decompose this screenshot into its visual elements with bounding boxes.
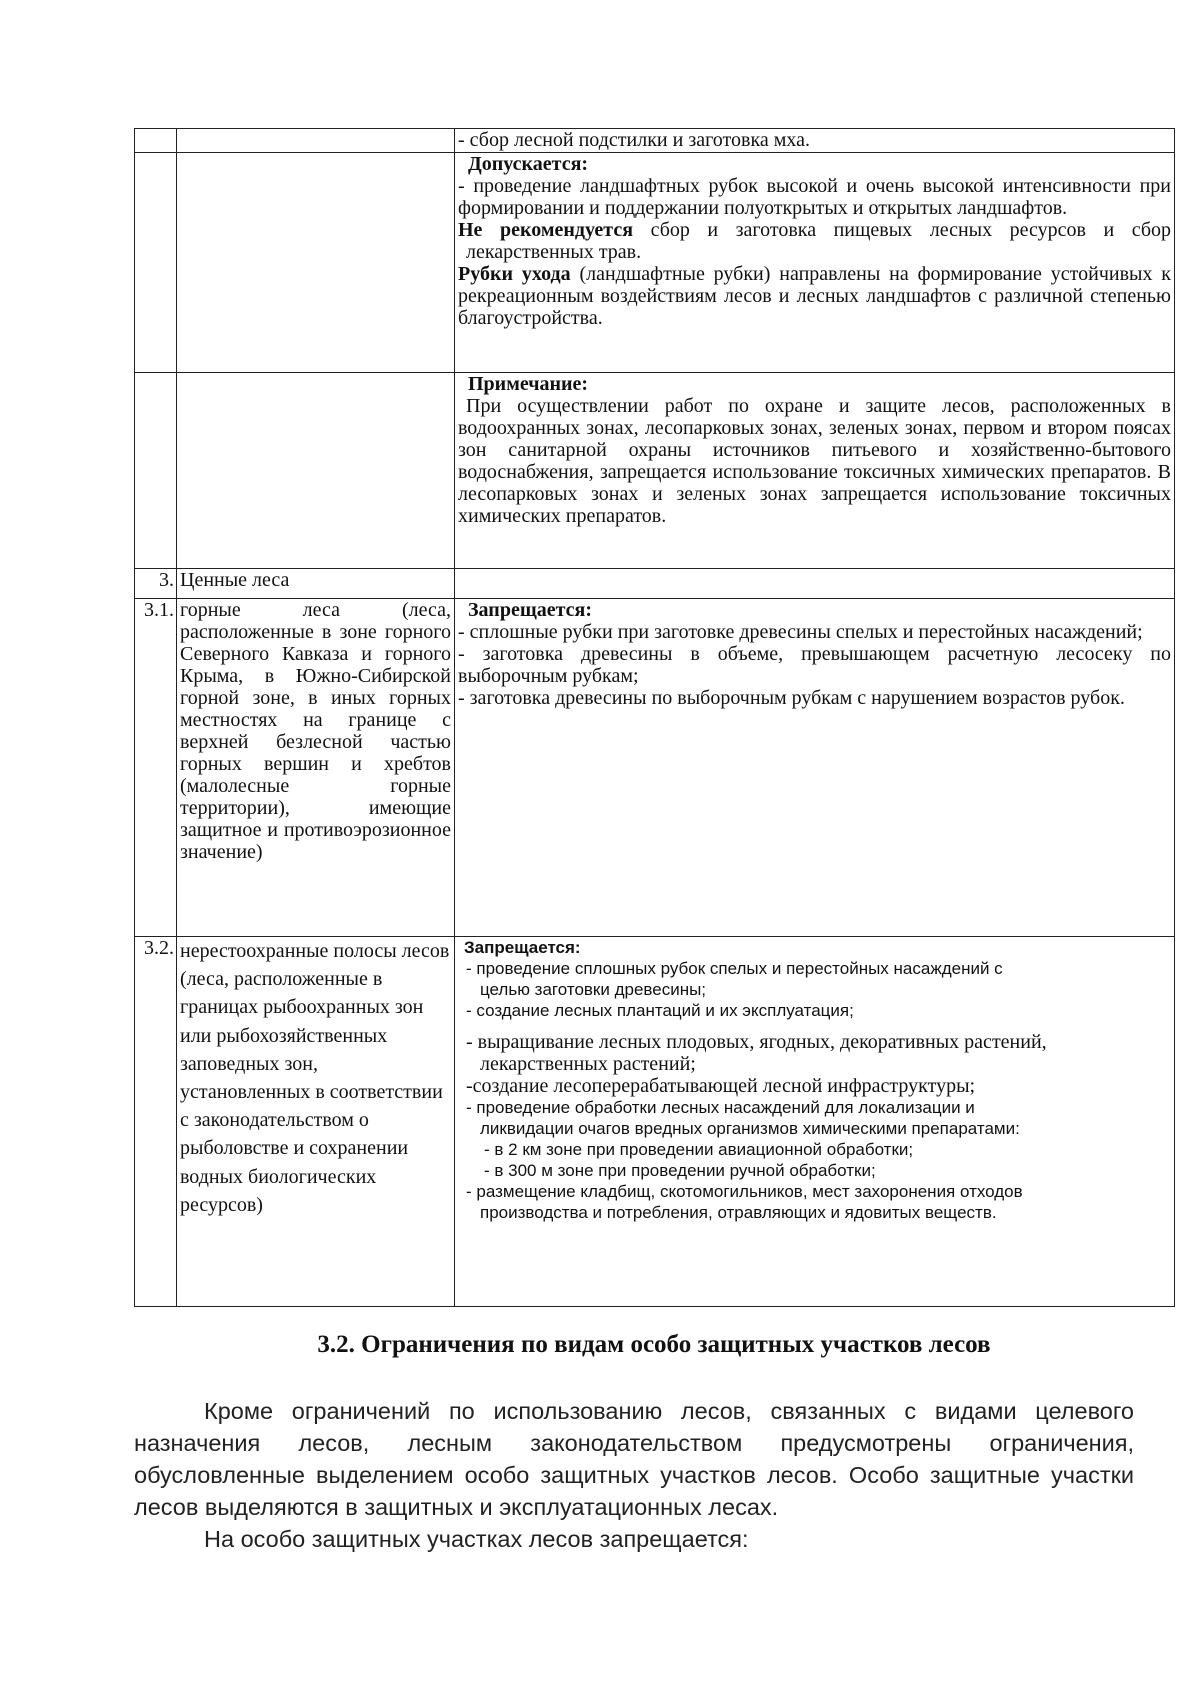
number-cell (135, 153, 177, 373)
note-text: При осуществлении работ по охране и защите лесов, расположенных в водоохранных зонах, лесопарковых зонах, зеленых зонах, первом и втором поясах зон санитарной охраны источников питьевого и хозяйственно-бытового водоснабжения, запрещается использование токсичных химических препаратов. В лесопарковых зонах и зеленых зонах запрещается использование токсичных химических препаратов. (458, 395, 1171, 527)
prohibited-heading: Запрещается: (464, 938, 581, 957)
thinning-label: Рубки ухода (458, 263, 571, 285)
category-name: Ценные леса (177, 569, 455, 599)
list-item: -создание лесоперерабатывающей лесной инфраструктуры; (466, 1075, 976, 1097)
list-item: - проведение ландшафтных рубок высокой и очень высокой интенсивности при формировании и поддержании полуоткрытых и открытых ландшафтов. (458, 175, 1171, 219)
list-item: - проведение сплошных рубок спелых и перестойных насаждений с (466, 959, 1003, 978)
section-title: 3.2. Ограничения по видам особо защитных участков лесов (317, 1331, 991, 1358)
category-name: нерестоохранные полосы лесов (леса, расположенные в границах рыбоохранных зон или рыбохозяйственных заповедных зон, установленных в соответствии с законодательством о рыболовстве и сохранении водных биологических ресурсов) (177, 937, 455, 1307)
thinning-note (458, 263, 1171, 329)
text-cell (455, 153, 1175, 373)
not-recommended-text: сбор и заготовка пищевых лесных ресурсов и сбор лекарственных трав. (466, 219, 1171, 263)
list-item: - создание лесных плантаций и их эксплуатация; (466, 1001, 854, 1020)
prohibited-heading: Запрещается: (468, 599, 593, 621)
text-cell (455, 373, 1175, 569)
sub-list-item: - в 300 м зоне при проведении ручной обработки; (484, 1161, 876, 1180)
list-item: - заготовка древесины в объеме, превышающем расчетную лесосеку по выборочным рубкам; (458, 643, 1171, 687)
paragraph: На особо защитных участках лесов запрещается: (204, 1526, 749, 1552)
table-row (135, 373, 1175, 569)
thinning-text: (ландшафтные рубки) направлены на формирование устойчивых к рекреационным воздействиям лесов и лесных ландшафтов с различной степенью благоустройства. (458, 263, 1172, 329)
allowed-heading: Допускается: (468, 153, 589, 175)
number-cell (135, 373, 177, 569)
list-item: - заготовка древесины по выборочным рубкам с нарушением возрастов рубок. (458, 687, 1125, 709)
text-cell (455, 569, 1175, 599)
list-item-continuation: производства и потребления, отравляющих и ядовитых веществ. (480, 1203, 997, 1222)
category-name: горные леса (леса, расположенные в зоне горного Северного Кавказа и горного Крыма, в Южно-Сибирской горной зоне, в иных горных местностях на границе с верхней безлесной частью горных вершин и хребтов (малолесные горные территории), имеющие защитное и противоэрозионное значение) (177, 599, 455, 937)
name-cell (177, 129, 455, 153)
list-item: - выращивание лесных плодовых, ягодных, декоративных растений, (466, 1031, 1047, 1053)
list-item: - проведение обработки лесных насаждений для локализации и (466, 1098, 975, 1117)
list-item-continuation: лекарственных растений; (480, 1053, 696, 1075)
not-recommended-note (458, 219, 1171, 263)
text-cell (455, 937, 1175, 1307)
restrictions-table (134, 128, 1175, 1307)
table-row (135, 153, 1175, 373)
name-cell (177, 373, 455, 569)
sub-list-item: - в 2 км зоне при проведении авиационной обработки; (484, 1140, 914, 1159)
number-cell (135, 129, 177, 153)
row-number: 3.1. (135, 599, 177, 937)
list-item-continuation: целью заготовки древесины; (480, 980, 707, 999)
list-item: - размещение кладбищ, скотомогильников, мест захоронения отходов (466, 1182, 1023, 1201)
note-heading: Примечание: (468, 373, 589, 395)
row-number: 3.2. (135, 937, 177, 1307)
table-row (135, 599, 1175, 937)
not-recommended-label: Не рекомендуется (458, 219, 634, 241)
table-row (135, 129, 1175, 153)
list-item-continuation: ликвидации очагов вредных организмов химическими препаратами: (480, 1119, 1020, 1138)
paragraph: Кроме ограничений по использованию лесов, связанных с видами целевого назначения лесов, лесным законодательством предусмотрены ограничения, обусловленные выделением особо защитных участков лесов. Особо защитные участки лесов выделяются в защитных и эксплуатационных лесах. (134, 1398, 1134, 1520)
table-row (135, 569, 1175, 599)
list-item: - сплошные рубки при заготовке древесины спелых и перестойных насаждений; (458, 621, 1143, 643)
table-row (135, 937, 1175, 1307)
row-number: 3. (135, 569, 177, 599)
text-cell: - сбор лесной подстилки и заготовка мха. (455, 129, 1175, 153)
name-cell (177, 153, 455, 373)
text-cell (455, 599, 1175, 937)
